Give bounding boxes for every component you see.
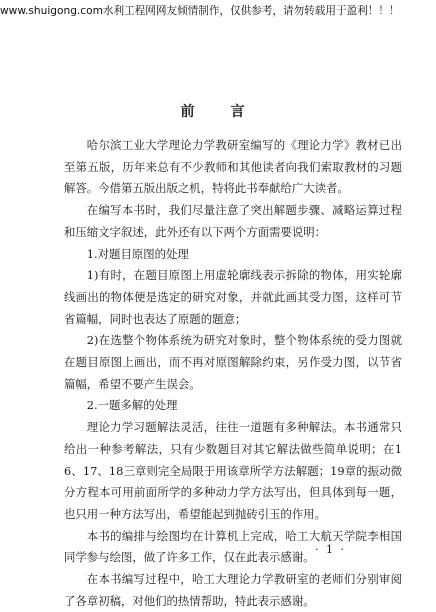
- section-heading-figures: 1.对题目原图的处理: [86, 246, 189, 261]
- paragraph-figures-1: 1)有时，在题目原图上用虚轮廓线表示拆除的物体，用实轮廓线画出的物体便是选定的研究对象，并就此画其受力图，这样可节省篇幅，同时也表达了原题的题意；: [64, 268, 402, 326]
- page-number: · 1 ·: [315, 543, 346, 556]
- page-title: 前 言: [180, 104, 256, 120]
- preface-body: [64, 135, 402, 612]
- paragraph-intro: 哈尔滨工业大学理论力学教研室编写的《理论力学》教材已出至第五版，历年来总有不少教师和其他读者向我们索取教材的习题解答。今借第五版出版之机，特将此书奉献给广大读者。: [64, 138, 402, 196]
- paragraph-notes: 在编写本书时，我们尽量注意了突出解题步骤、减略运算过程和压缩文字叙述，此外还有以下两个方面需要说明：: [64, 203, 402, 239]
- paragraph-acknowledgement-2: 在本书编写过程中，哈工大理论力学教研室的老师们分别审阅了各章初稿，对他们的热情帮助，特此表示感谢。: [64, 572, 402, 608]
- paragraph-solutions: 理论力学习题解法灵活，往往一道题有多种解法。本书通常只给出一种参考解法，只有少数题目对其它解法做些简单说明；在16、17、18三章则完全局限于用该章所学方法解题；19章的振动微分方程本可用前面所学的多种动力学方法写出，但具体到每一题，也只用一种方法写出，希望能起到抛砖引玉的作用。: [64, 420, 402, 521]
- paragraph-acknowledgement-1: 本书的编排与绘图均在计算机上完成，哈工大航天学院李相国同学参与绘图，做了许多工作，仅在此表示感谢。: [64, 528, 402, 565]
- watermark-banner: www.shuigong.com水利工程网网友倾情制作，仅供参考，请勿转载用于盈利！！！: [0, 5, 400, 17]
- paragraph-figures-2: 2)在选整个物体系统为研究对象时，整个物体系统的受力图就在题目原图上画出，而不再对原图解除约束，另作受力图，以节省篇幅，希望不要产生误会。: [64, 333, 402, 391]
- section-heading-solutions: 2.一题多解的处理: [86, 398, 178, 413]
